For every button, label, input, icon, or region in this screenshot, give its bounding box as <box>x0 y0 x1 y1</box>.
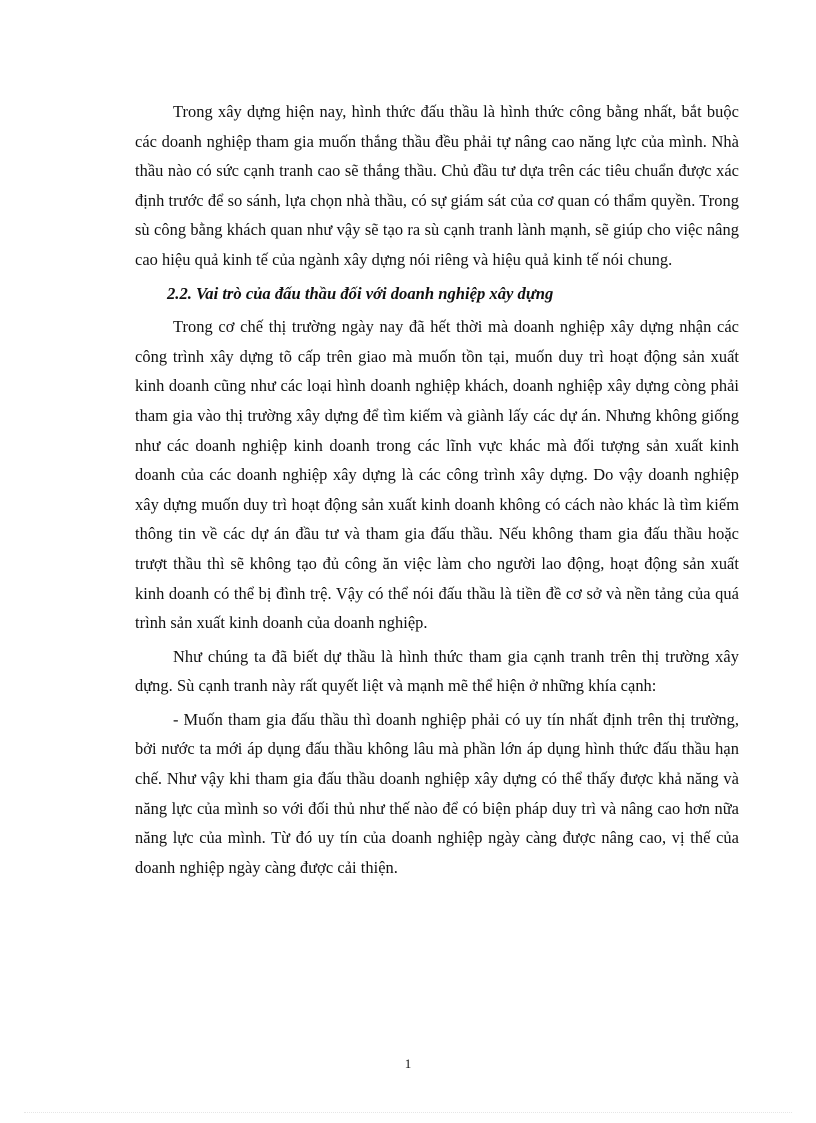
page-number: 1 <box>404 1056 412 1071</box>
reputation-paragraph: - Muốn tham gia đấu thầu thì doanh nghiệp phải có uy tín nhất định trên thị trường, bởi nước ta mới áp dụng đấu thầu không lâu mà phần lớn áp dụng hình thức đấu thầu hạn chế. Như vậy khi tham gia đấu thầu doanh nghiệp xây dựng có thể thấy được khả năng và năng lực của mình so với đối thủ như thế nào để có biện pháp duy trì và nâng cao hơn nữa năng lực của mình. Từ đó uy tín của doanh nghiệp ngày càng được nâng cao, vị thế của doanh nghiệp ngày càng được cải thiện. <box>135 709 739 877</box>
section-heading: 2.2. Vai trò của đấu thầu đối với doanh nghiệp xây dựng <box>167 283 554 303</box>
role-paragraph: Trong cơ chế thị trường ngày nay đã hết thời mà doanh nghiệp xây dựng nhận các công trình xây dựng tõ cấp trên giao mà muốn tồn tại, muốn duy trì hoạt động sản xuất kinh doanh cũng như các loại hình doanh nghiệp khách, doanh nghiệp xây dựng còng phải tham gia vào thị trường xây dựng để tìm kiếm và giành lấy các dự án. Nhưng không giống như các doanh nghiệp kinh doanh trong các lĩnh vực khác mà đối tượng sản xuất kinh doanh của các doanh nghiệp xây dựng là các công trình xây dựng. Do vậy doanh nghiệp xây dựng muốn duy trì hoạt động sản xuất kinh doanh không có cách nào khác là tìm kiếm thông tin về các dự án đầu tư và tham gia đấu thầu. Nếu không tham gia đấu thầu hoặc trượt thầu thì sẽ không tạo đủ công ăn việc làm cho người lao động, hoạt động sản xuất kinh doanh có thể bị đình trệ. Vậy có thể nói đấu thầu là tiền đề cơ sở và nền tảng của quá trình sản xuất kinh doanh của doanh nghiệp. <box>135 317 739 633</box>
competition-paragraph: Như chúng ta đã biết dự thầu là hình thức tham gia cạnh tranh trên thị trường xây dựng. Sù cạnh tranh này rất quyết liệt và mạnh mẽ thể hiện ở những khía cạnh: <box>135 646 739 696</box>
page-bottom-divider <box>24 1112 792 1113</box>
document-page <box>135 97 739 886</box>
intro-paragraph: Trong xây dựng hiện nay, hình thức đấu thầu là hình thức công bằng nhất, bắt buộc các doanh nghiệp tham gia muốn thắng thầu đều phải tự nâng cao năng lực của mình. Nhà thầu nào có sức cạnh tranh cao sẽ thắng thầu. Chủ đầu tư dựa trên các tiêu chuẩn được xác định trước để so sánh, lựa chọn nhà thầu, có sự giám sát của cơ quan có thẩm quyền. Trong sù công bằng khách quan như vậy sẽ tạo ra sù cạnh tranh lành mạnh, sẽ giúp cho việc nâng cao hiệu quả kinh tế của ngành xây dựng nói riêng và hiệu quả kinh tế nói chung. <box>135 102 739 269</box>
